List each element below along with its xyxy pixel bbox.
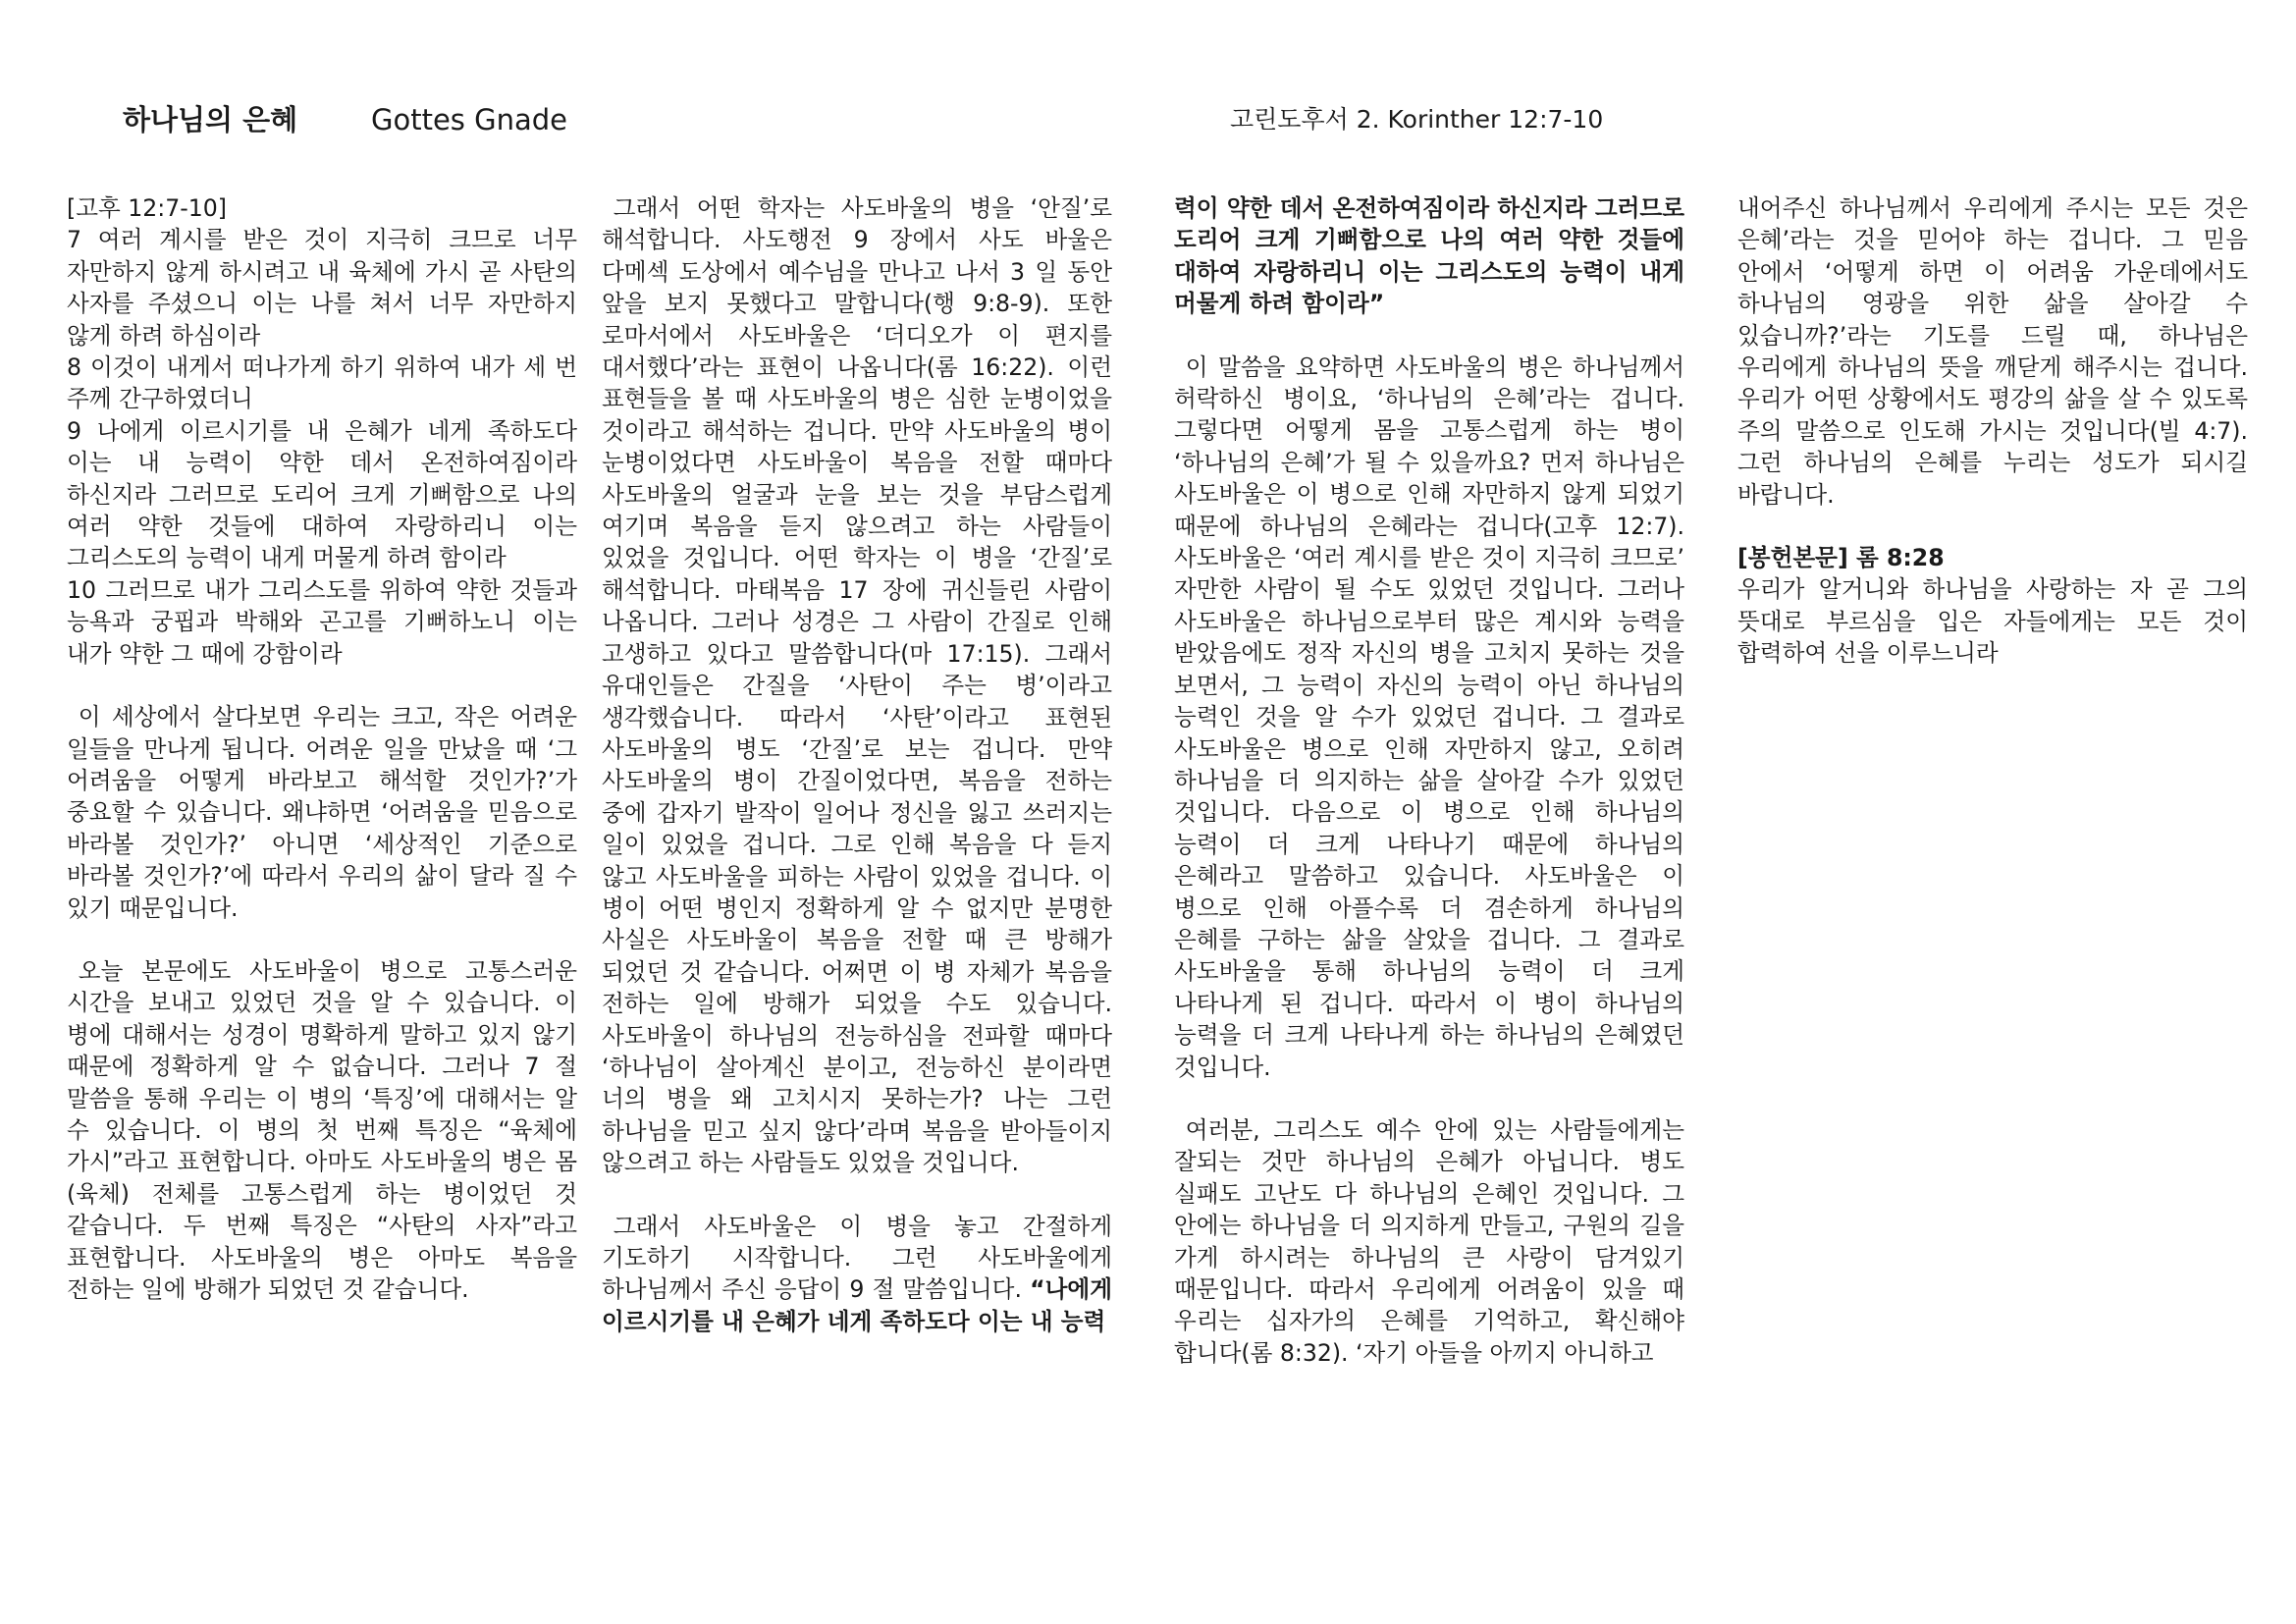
quoted-verse-bold	[1174, 192, 1684, 320]
text-column-3	[1174, 192, 1684, 1369]
sermon-paragraph	[602, 1211, 1112, 1338]
text-column-4	[1737, 192, 2248, 670]
scripture-reference: 고린도후서 2. Korinther 12:7-10	[1230, 105, 1604, 134]
passage-reference: [고후 12:7-10]	[67, 194, 228, 222]
title-korean: 하나님의 은혜	[123, 103, 298, 136]
sermon-paragraph: 여러분, 그리스도 예수 안에 있는 사람들에게는 잘되는 것만 하나님의 은혜가 아닙니다. 병도 실패도 고난도 다 하나님의 은혜인 것입니다. 그 안에는 하나님을 더 의지하게 만들고, 구원의 길을 가게 하시려는 하나님의 큰 사랑이 담겨있기 때문입니다. 따라서 우리에게 어려움이 있을 때 우리는 십자가의 은혜를 기억하고, 확신해야 합니다(롬 8:32). ‘자기 아들을 아끼지 아니하고	[1174, 1115, 1684, 1367]
offering-text: 우리가 알거니와 하나님을 사랑하는 자 곧 그의 뜻대로 부르심을 입은 자들에게는 모든 것이 합력하여 선을 이루느니라	[1737, 575, 2248, 668]
sermon-paragraph: 그래서 어떤 학자는 사도바울의 병을 ‘안질’로 해석합니다. 사도행전 9 장에서 사도 바울은 다메섹 도상에서 예수님을 만나고 나서 3 일 동안 앞을 보지 못했다고 말합니다(행 9:8-9). 또한 로마서에서 사도바울은 ‘더디오가 이 편지를 대서했다’라는 표현이 나옵니다(롬 16:22). 이런 표현들을 볼 때 사도바울의 병은 심한 눈병이었을 것이라고 해석하는 겁니다. 만약 사도바울의 병이 눈병이었다면 사도바울이 복음을 전할 때마다 사도바울의 얼굴과 눈을 보는 것을 부담스럽게 여기며 복음을 듣지 않으려고 하는 사람들이 있었을 것입니다. 어떤 학자는 이 병을 ‘간질’로 해석합니다. 마태복음 17 장에 귀신들린 사람이 나옵니다. 그러나 성경은 그 사람이 간질로 인해 고생하고 있다고 말씀합니다(마 17:15). 그래서 유대인들은 간질을 ‘사탄이 주는 병’이라고 생각했습니다. 따라서 ‘사탄’이라고 표현된 사도바울의 병도 ‘간질’로 보는 겁니다. 만약 사도바울의 병이 간질이었다면, 복음을 전하는 중에 갑자기 발작이 일어나 정신을 잃고 쓰러지는 일이 있었을 겁니다. 그로 인해 복음을 다 듣지 않고 사도바울을 피하는 사람이 있었을 겁니다. 이 병이 어떤 병인지 정확하게 알 수 없지만 분명한 사실은 사도바울이 복음을 전할 때 큰 방해가 되었던 것 같습니다. 어쩌면 이 병 자체가 복음을 전하는 일에 방해가 되었을 수도 있습니다. 사도바울이 하나님의 전능하심을 전파할 때마다 ‘하나님이 살아계신 분이고, 전능하신 분이라면 너의 병을 왜 고치시지 못하는가? 나는 그런 하나님을 믿고 싶지 않다’라며 복음을 받아들이지 않으려고 하는 사람들도 있었을 것입니다.	[602, 194, 1112, 1177]
sermon-paragraph: 오늘 본문에도 사도바울이 병으로 고통스러운 시간을 보내고 있었던 것을 알 수 있습니다. 이 병에 대해서는 성경이 명확하게 말하고 있지 않기 때문에 정확하게 알 수 없습니다. 그러나 7 절 말씀을 통해 우리는 이 병의 ‘특징’에 대해서는 알 수 있습니다. 이 병의 첫 번째 특징은 “육체에 가시”라고 표현합니다. 아마도 사도바울의 병은 몸(육체) 전체를 고통스럽게 하는 병이었던 것 같습니다. 두 번째 특징은 “사탄의 사자”라고 표현합니다. 사도바울의 병은 아마도 복음을 전하는 일에 방해가 되었던 것 같습니다.	[67, 956, 577, 1303]
sermon-paragraph: 이 말씀을 요약하면 사도바울의 병은 하나님께서 허락하신 병이요, ‘하나님의 은혜’라는 겁니다. 그렇다면 어떻게 몸을 고통스럽게 하는 병이 ‘하나님의 은혜’가 될 수 있을까요? 먼저 하나님은 사도바울은 이 병으로 인해 자만하지 않게 되었기 때문에 하나님의 은혜라는 겁니다(고후 12:7). 사도바울은 ‘여러 계시를 받은 것이 지극히 크므로’ 자만한 사람이 될 수도 있었던 것입니다. 그러나 사도바울은 하나님으로부터 많은 계시와 능력을 받았음에도 정작 자신의 병을 고치지 못하는 것을 보면서, 그 능력이 자신의 능력이 아닌 하나님의 능력인 것을 알 수가 있었던 겁니다. 그 결과로 사도바울은 병으로 인해 자만하지 않고, 오히려 하나님을 더 의지하는 삶을 살아갈 수가 있었던 것입니다. 다음으로 이 병으로 인해 하나님의 능력이 더 크게 나타나기 때문에 하나님의 은혜라고 말씀하고 있습니다. 사도바울은 이 병으로 인해 아플수록 더 겸손하게 하나님의 은혜를 구하는 삶을 살았을 겁니다. 그 결과로 사도바울을 통해 하나님의 능력이 더 크게 나타나게 된 겁니다. 따라서 이 병이 하나님의 능력을 더 크게 나타나게 하는 하나님의 은혜였던 것입니다.	[1174, 352, 1684, 1081]
text-column-2	[602, 192, 1112, 1337]
sermon-paragraph: 내어주신 하나님께서 우리에게 주시는 모든 것은 은혜’라는 것을 믿어야 하는 겁니다. 그 믿음 안에서 ‘어떻게 하면 이 어려움 가운데에서도 하나님의 영광을 위한 삶을 살아갈 수 있습니까?’라는 기도를 드릴 때, 하나님은 우리에게 하나님의 뜻을 깨닫게 해주시는 겁니다. 우리가 어떤 상황에서도 평강의 삶을 살 수 있도록 주의 말씀으로 인도해 가시는 것입니다(빌 4:7). 그런 하나님의 은혜를 누리는 성도가 되시길 바랍니다.	[1737, 194, 2248, 509]
offering-reference	[1737, 542, 2248, 573]
verse-8: 8 이것이 내게서 떠나가게 하기 위하여 내가 세 번 주께 간구하였더니	[67, 353, 577, 413]
verse-9: 9 나에게 이르시기를 내 은혜가 네게 족하도다 이는 내 능력이 약한 데서 온전하여짐이라 하신지라 그러므로 도리어 크게 기뻐함으로 나의 여러 약한 것들에 대하여 자랑하리니 이는 그리스도의 능력이 내게 머물게 하려 함이라	[67, 416, 577, 572]
page-header	[0, 98, 2296, 147]
verse-10: 10 그러므로 내가 그리스도를 위하여 약한 것들과 능욕과 궁핍과 박해와 곤고를 기뻐하노니 이는 내가 약한 그 때에 강함이라	[67, 575, 577, 668]
verse-7: 7 여러 계시를 받은 것이 지극히 크므로 너무 자만하지 않게 하시려고 내 육체에 가시 곧 사탄의 사자를 주셨으니 이는 나를 쳐서 너무 자만하지 않게 하려 하심이라	[67, 226, 577, 350]
sermon-paragraph: 이 세상에서 살다보면 우리는 크고, 작은 어려운 일들을 만나게 됩니다. 어려운 일을 만났을 때 ‘그 어려움을 어떻게 바라보고 해석할 것인가?’가 중요할 수 있습니다. 왜냐하면 ‘어려움을 믿음으로 바라볼 것인가?’ 아니면 ‘세상적인 기준으로 바라볼 것인가?’에 따라서 우리의 삶이 달라 질 수 있기 때문입니다.	[67, 703, 577, 922]
paragraph-text: 그래서 사도바울은 이 병을 놓고 간절하게 기도하기 시작합니다. 그런 사도바울에게 하나님께서 주신 응답이 9 절 말씀입니다.	[602, 1212, 1112, 1304]
text-column-1	[67, 192, 577, 1305]
title-german: Gottes Gnade	[371, 103, 567, 136]
offering-label: [봉헌본문] 롬 8:28	[1737, 544, 1945, 572]
quoted-verse-continuation: 력이 약한 데서 온전하여짐이라 하신지라 그러므로 도리어 크게 기뻐함으로 나의 여러 약한 것들에 대하여 자랑하리니 이는 그리스도의 능력이 내게 머물게 하려 함이라”	[1174, 194, 1684, 318]
quoted-verse-bold: “나에게 이르시기를 내 은혜가 네게 족하도다 이는 내 능력	[602, 1275, 1112, 1335]
